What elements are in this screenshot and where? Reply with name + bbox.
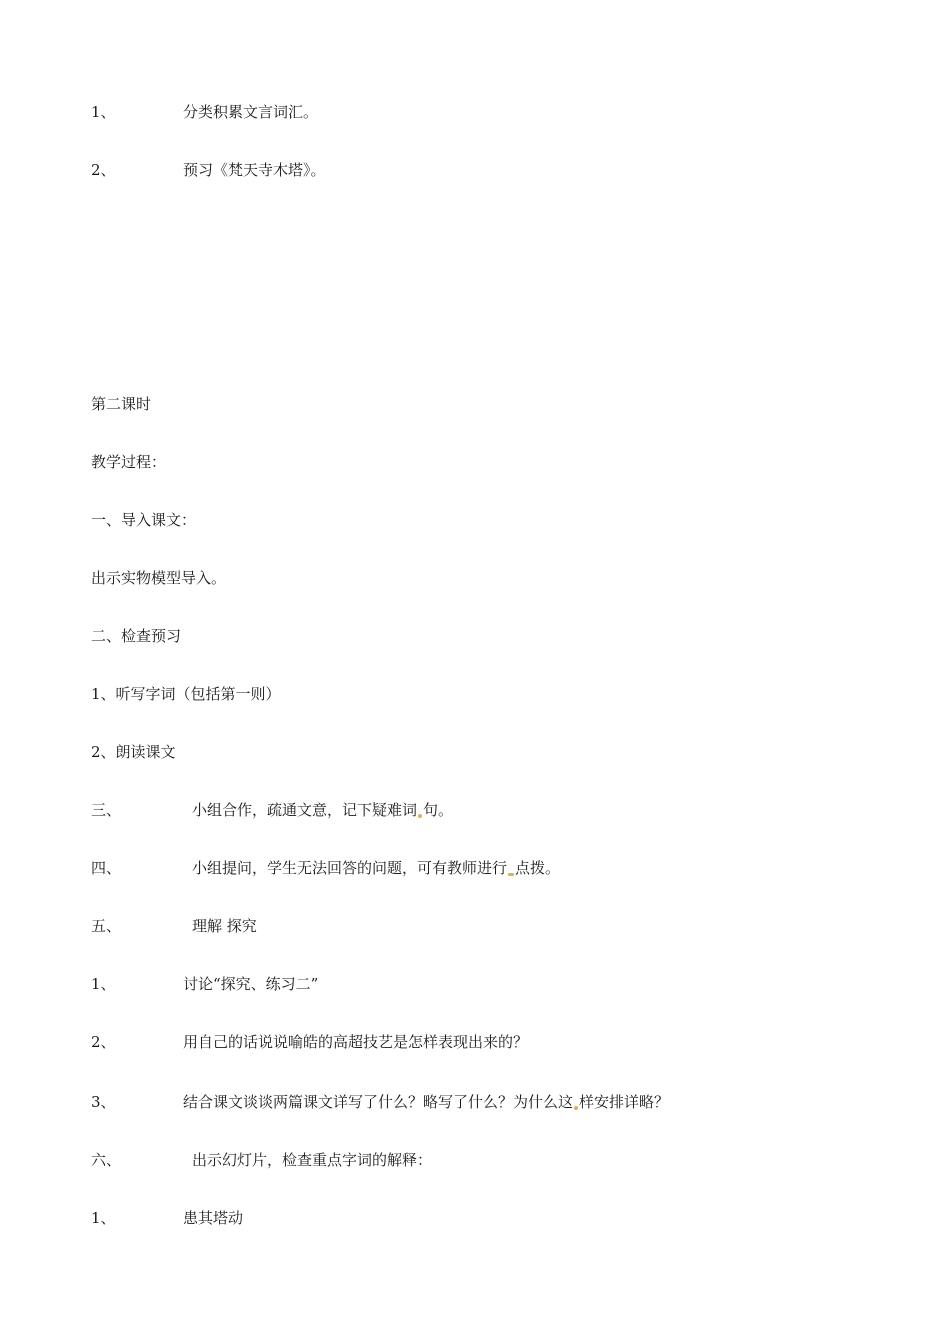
mark-dash-icon [508,873,514,876]
list-number: 1、 [91,975,116,993]
section-number: 三、 [91,801,122,819]
mark-dot-icon [418,814,422,818]
section-heading-2: 二、检查预习 [91,627,182,645]
section-text: 理解 探究 [192,917,257,935]
list-text: 患其塔动 [183,1209,244,1227]
section-body-1: 出示实物模型导入。 [91,569,227,587]
list-number: 3、 [91,1093,116,1111]
list-text: 分类积累文言词汇。 [183,103,319,121]
list-text-part: 结合课文谈谈两篇课文详写了什么？略写了什么？为什么这 [183,1093,574,1111]
section-text: 出示幻灯片，检查重点字词的解释： [192,1151,433,1169]
section-2-item: 1、听写字词（包括第一则） [91,685,281,703]
section-text [192,858,560,878]
list-number: 1、 [91,1209,116,1227]
section-heading-1: 一、导入课文： [91,511,197,529]
list-number: 1、 [91,103,116,121]
list-number: 2、 [91,1033,116,1051]
section-text [192,800,453,820]
section-text-part: 句。 [423,801,454,819]
list-text [183,1092,669,1112]
section-number: 六、 [91,1151,122,1169]
lesson-title: 第二课时 [91,395,152,413]
process-label: 教学过程： [91,453,167,471]
mark-dot-icon [574,1106,578,1110]
list-text: 预习《梵天寺木塔》。 [183,161,326,179]
section-number: 五、 [91,917,122,935]
list-text: 用自己的话说说喻皓的高超技艺是怎样表现出来的？ [183,1033,529,1051]
list-number: 2、 [91,161,116,179]
list-text-part: 样安排详略？ [579,1093,670,1111]
list-text: 讨论“探究、练习二” [183,975,319,993]
section-text-part: 小组合作，疏通文意，记下疑难词 [192,801,418,819]
section-number: 四、 [91,859,122,877]
section-text-part: 小组提问，学生无法回答的问题，可有教师进行 [192,859,508,877]
section-text-part: 点拨。 [515,859,561,877]
section-2-item: 2、朗读课文 [91,743,176,761]
